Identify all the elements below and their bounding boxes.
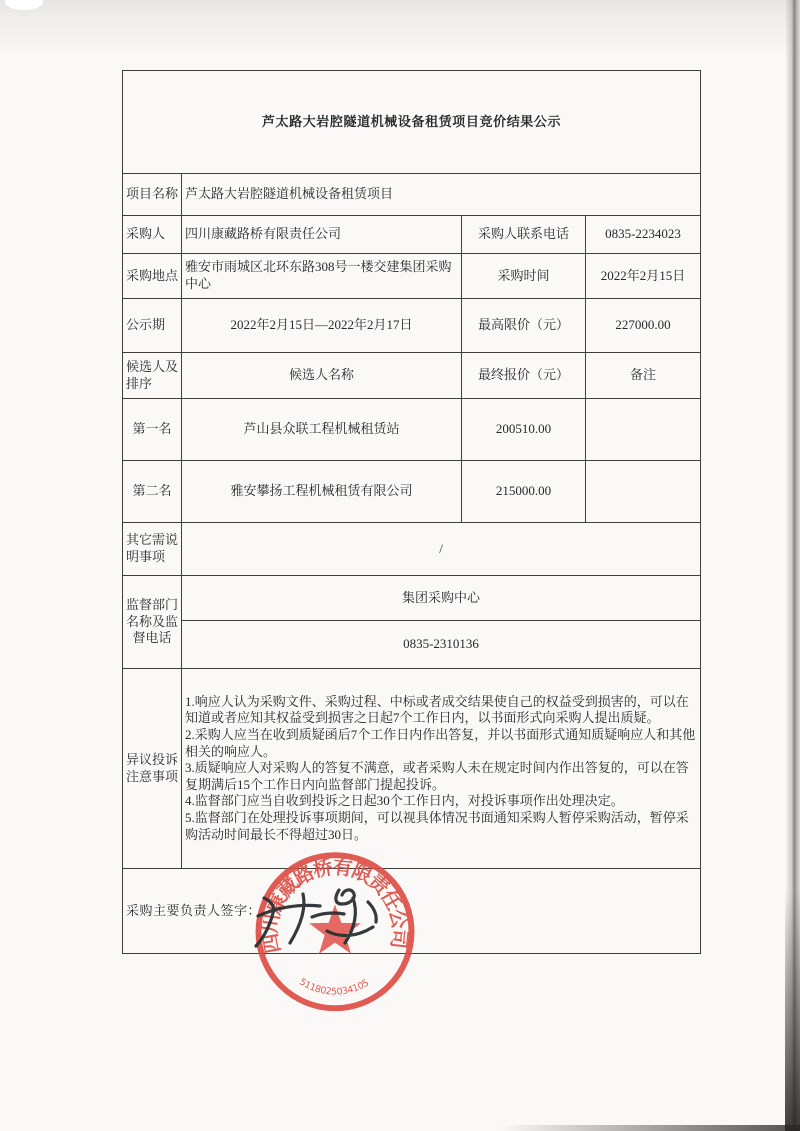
purchase-time-label: 采购时间	[462, 254, 586, 299]
location-value: 雅安市雨城区北环东路308号一楼交建集团采购中心	[182, 254, 462, 299]
remark-header: 备注	[586, 353, 701, 399]
signature-label: 采购主要负责人签字：	[126, 902, 262, 918]
purchaser-label: 采购人	[123, 216, 182, 254]
project-name-label: 项目名称	[123, 174, 182, 216]
announcement-table	[122, 70, 701, 954]
purchase-time-value: 2022年2月15日	[586, 254, 701, 299]
max-price-value: 227000.00	[586, 299, 701, 353]
publicity-period-value: 2022年2月15日—2022年2月17日	[182, 299, 462, 353]
candidate-1-remark	[586, 399, 701, 461]
supervision-dept: 集团采购中心	[182, 576, 701, 621]
supervision-phone: 0835-2310136	[182, 621, 701, 669]
objection-item-1: 1.响应人认为采购文件、采购过程、中标或者成交结果使自己的权益受到损害的，可以在知道或者应知其权益受到损害之日起7个工作日内，以书面形式向采购人提出质疑。	[185, 693, 689, 726]
page-edge-shadow-right-bottom	[785, 891, 800, 1131]
purchaser-phone-label: 采购人联系电话	[462, 216, 586, 254]
rank-first-label: 第一名	[123, 399, 182, 461]
page-edge-shadow-bottom	[500, 1125, 800, 1131]
stamp-number-text: 5118025034105	[297, 976, 372, 998]
objection-item-2: 2.采购人应当在收到质疑函后7个工作日内作出答复，并以书面形式通知质疑响应人和其他相关的响应人。	[185, 726, 696, 759]
other-notes-value: /	[182, 523, 701, 576]
objection-label: 异议投诉注意事项	[123, 669, 182, 869]
other-notes-label: 其它需说明事项	[123, 523, 182, 576]
signature-row	[123, 869, 701, 954]
rank-second-label: 第二名	[123, 461, 182, 523]
max-price-label: 最高限价（元）	[462, 299, 586, 353]
page-title: 芦太路大岩腔隧道机械设备租赁项目竞价结果公示	[123, 71, 701, 174]
purchaser-value: 四川康藏路桥有限责任公司	[182, 216, 462, 254]
candidate-2-name: 雅安攀扬工程机械租赁有限公司	[182, 461, 462, 523]
table-row	[123, 461, 701, 523]
candidates-label: 候选人及排序	[123, 353, 182, 399]
publicity-period-label: 公示期	[123, 299, 182, 353]
candidate-1-name: 芦山县众联工程机械租赁站	[182, 399, 462, 461]
stamp-company-text: 四川康藏路桥有限责任公司	[260, 857, 410, 955]
purchaser-phone-value: 0835-2234023	[586, 216, 701, 254]
scan-top-shadow	[0, 0, 800, 58]
objection-item-3: 3.质疑响应人对采购人的答复不满意，或者采购人未在规定时间内作出答复的，可以在答复期满后15个工作日内向监督部门提起投诉。	[185, 760, 689, 792]
project-name-value: 芦太路大岩腔隧道机械设备租赁项目	[182, 174, 701, 216]
location-label: 采购地点	[123, 254, 182, 299]
supervision-label: 监督部门名称及监督电话	[123, 576, 182, 669]
candidate-name-header: 候选人名称	[182, 353, 462, 399]
candidate-1-offer: 200510.00	[462, 399, 586, 461]
table-row	[123, 399, 701, 461]
final-offer-header: 最终报价（元）	[462, 353, 586, 399]
candidate-2-offer: 215000.00	[462, 461, 586, 523]
svg-text:5118025034105	[297, 976, 371, 997]
objection-item-4: 4.监督部门应当自收到投诉之日起30个工作日内，对投诉事项作出处理决定。	[185, 793, 624, 809]
objection-item-5: 5.监督部门在处理投诉事项期间，可以视具体情况书面通知采购人暂停采购活动，暂停采购活动时间最长不得超过30日。	[185, 810, 689, 842]
candidate-2-remark	[586, 461, 701, 523]
objection-notes	[182, 669, 701, 869]
